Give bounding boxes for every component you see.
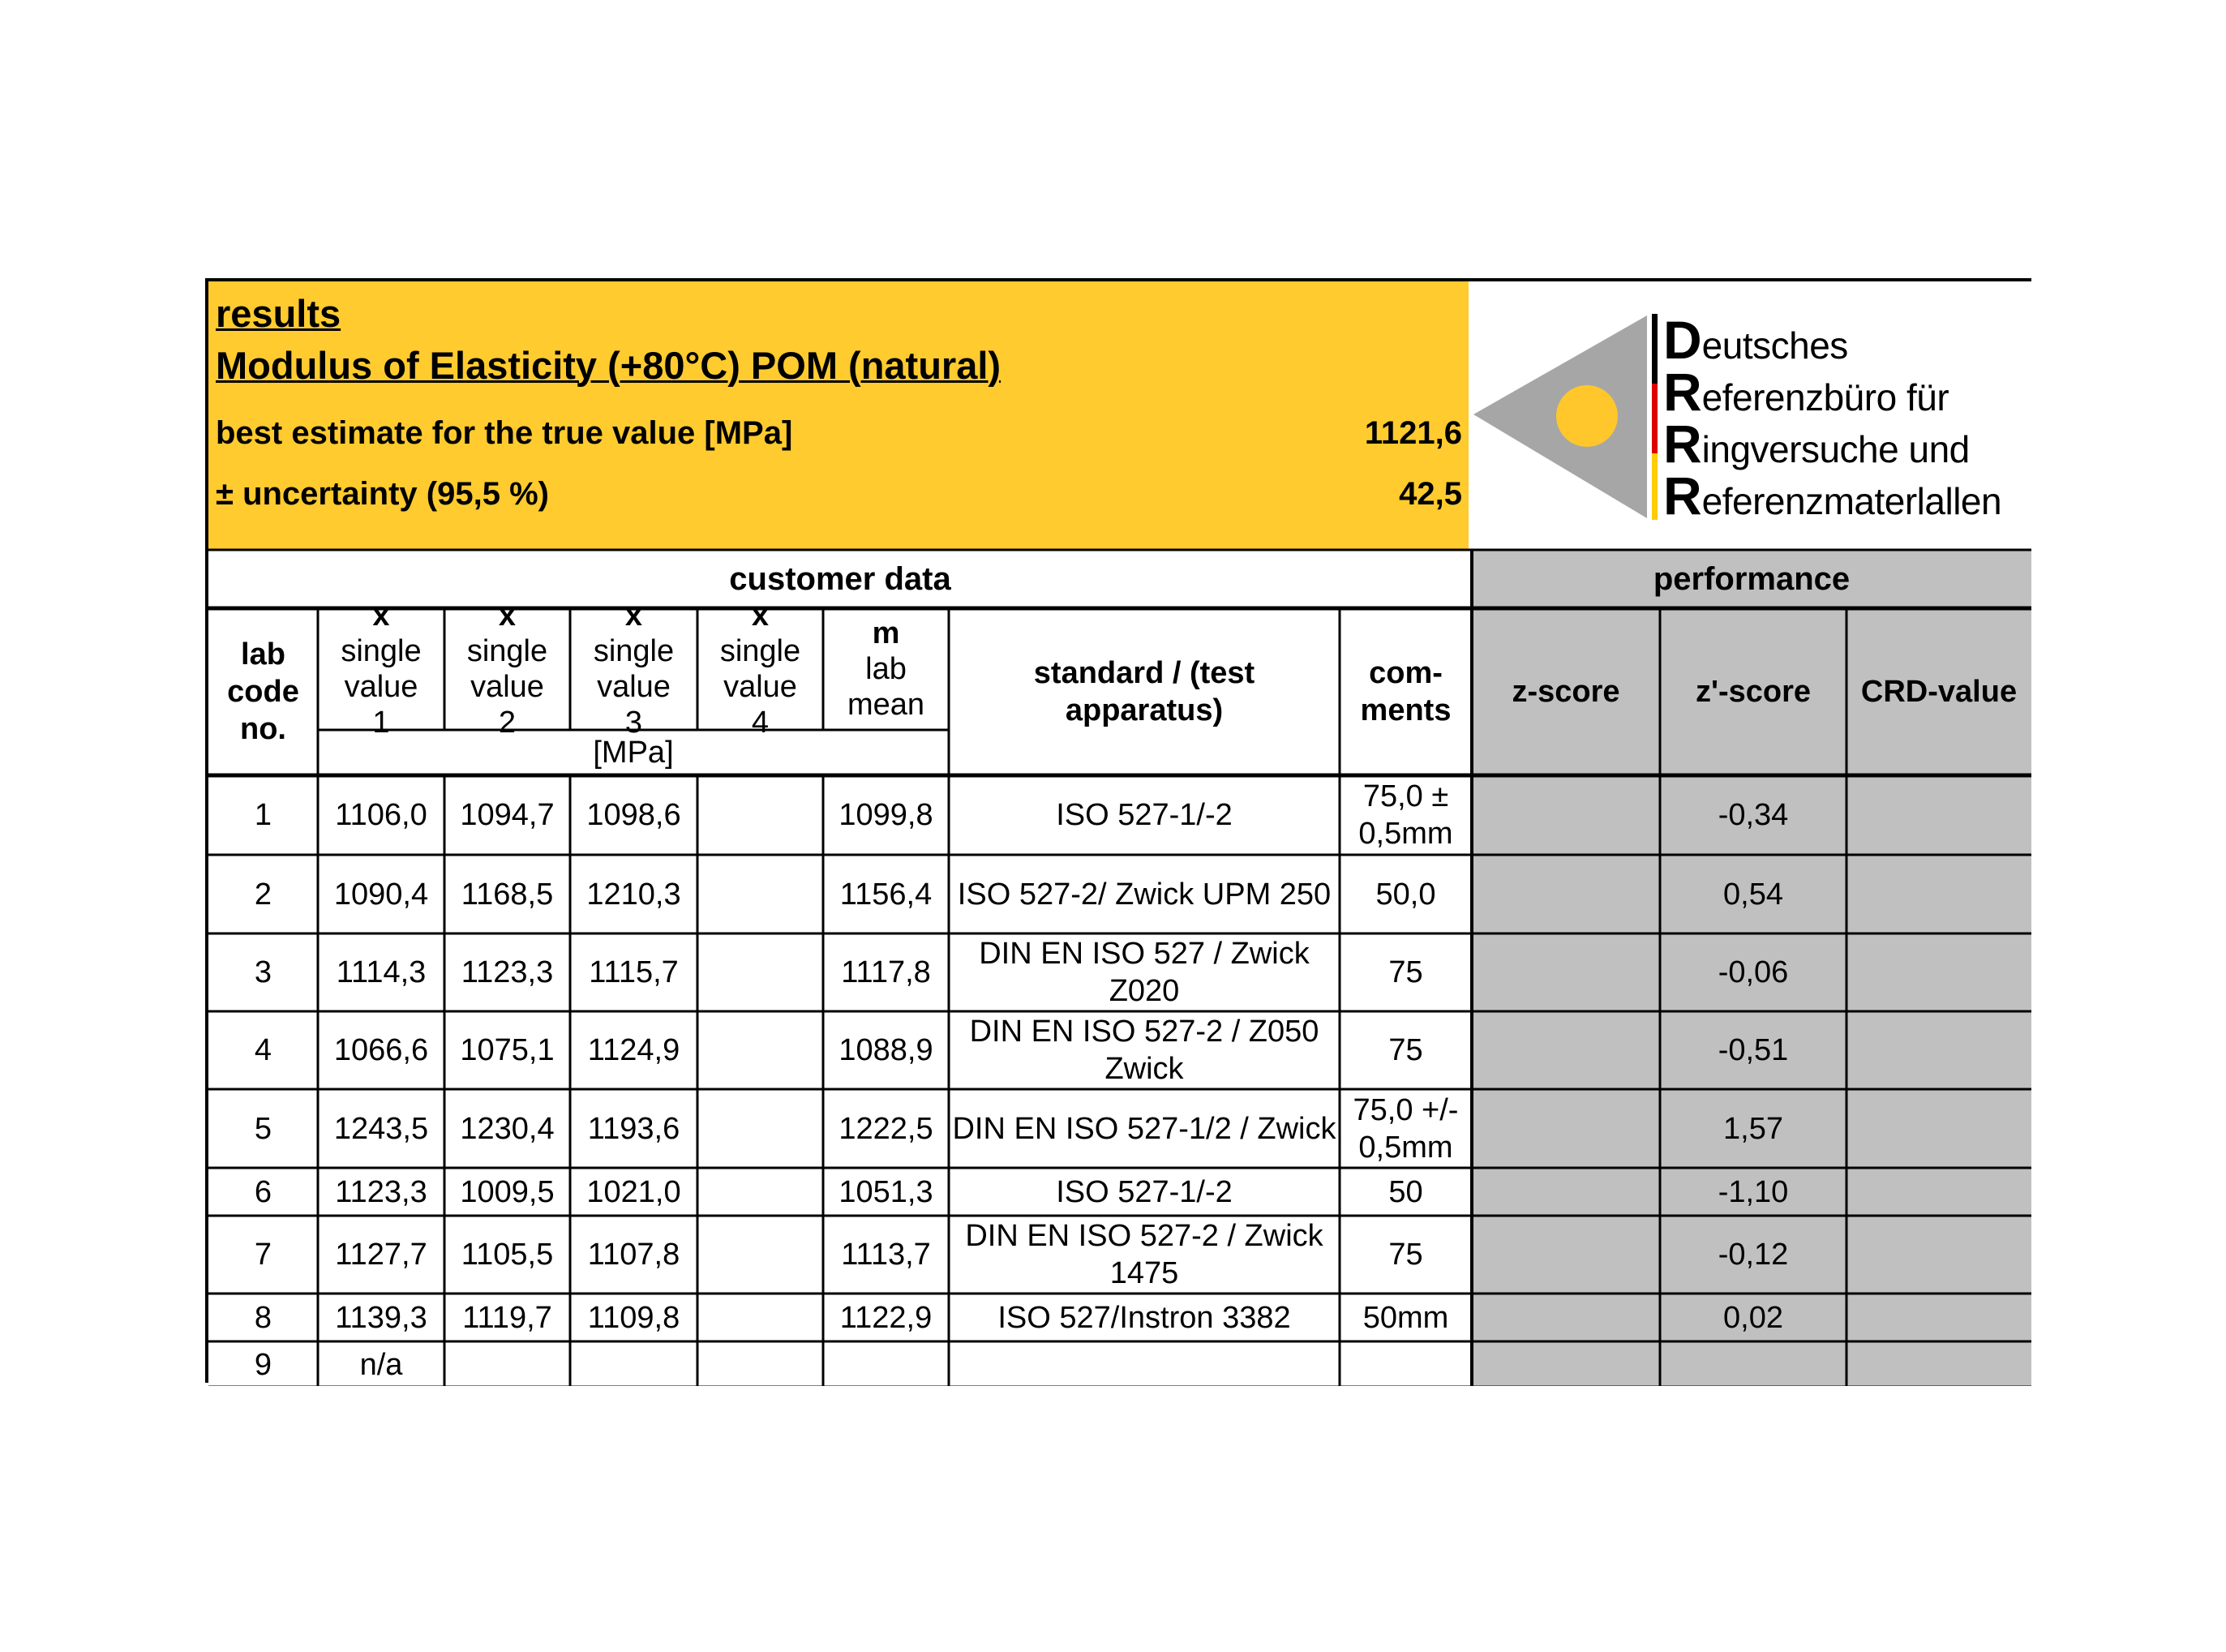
report-title: Modulus of Elasticity (+80°C) POM (natural) bbox=[216, 344, 1001, 387]
col-header-z-prime-score: z'-score bbox=[1695, 675, 1812, 709]
lab-code-cell: 5 bbox=[254, 1111, 272, 1146]
lab-code-cell: 8 bbox=[254, 1300, 272, 1335]
comments-cell: 50 bbox=[1388, 1174, 1423, 1209]
z-score-cell bbox=[1472, 1168, 1660, 1216]
single-value-2-cell: 1168,5 bbox=[461, 877, 554, 912]
single-value-4-cell bbox=[697, 855, 823, 933]
logo-initial: R bbox=[1663, 362, 1702, 422]
uncertainty-value: 42,5 bbox=[1399, 476, 1462, 512]
z-score-cell bbox=[1472, 933, 1660, 1011]
crd-value-cell bbox=[1846, 1341, 2031, 1388]
logo-word: eferenzmaterlallen bbox=[1701, 480, 2002, 522]
standard-cell: DIN EN ISO 527 / Zwick Z020 bbox=[979, 937, 1310, 1008]
single-value-2-cell: 1075,1 bbox=[460, 1033, 555, 1067]
lab-mean-cell: 1088,9 bbox=[839, 1033, 933, 1067]
column-label: single value 1 bbox=[341, 634, 422, 740]
lab-mean-cell: 1117,8 bbox=[841, 955, 931, 989]
col-header-lab-mean bbox=[823, 608, 949, 730]
single-value-1-cell: 1066,6 bbox=[333, 1033, 429, 1067]
column-label: single value 4 bbox=[719, 634, 801, 740]
lab-code-cell: 9 bbox=[254, 1347, 272, 1382]
unit-label: [MPa] bbox=[593, 736, 674, 770]
single-value-3-cell bbox=[570, 1341, 697, 1388]
col-header-single-value-3 bbox=[570, 599, 697, 740]
lab-code-cell: 3 bbox=[254, 955, 272, 989]
crd-value-cell bbox=[1846, 933, 2031, 1011]
logo-initial: D bbox=[1663, 310, 1702, 370]
single-value-4-cell bbox=[697, 933, 823, 1011]
col-header-crd-value: CRD-value bbox=[1860, 675, 2018, 709]
col-header-standard: standard / (test apparatus) bbox=[1033, 656, 1255, 727]
single-value-3-cell: 1115,7 bbox=[589, 955, 679, 989]
single-value-4-cell bbox=[697, 1216, 823, 1294]
crd-value-cell bbox=[1846, 1011, 2031, 1089]
col-header-z-score: z-score bbox=[1512, 675, 1620, 709]
single-value-1-cell: 1127,7 bbox=[335, 1238, 427, 1272]
lab-mean-cell: 1099,8 bbox=[839, 798, 933, 832]
z-prime-score-cell: 0,02 bbox=[1723, 1300, 1783, 1335]
column-symbol: x bbox=[498, 599, 517, 633]
col-header-single-value-4 bbox=[697, 599, 823, 740]
standard-cell: ISO 527-1/-2 bbox=[1056, 1174, 1233, 1209]
lab-mean-cell: 1156,4 bbox=[839, 877, 933, 912]
single-value-1-cell: 1139,3 bbox=[335, 1300, 427, 1335]
single-value-3-cell: 1021,0 bbox=[586, 1174, 681, 1209]
logo-word: eutsches bbox=[1701, 324, 1848, 367]
comments-cell: 75,0 ± 0,5mm bbox=[1358, 779, 1453, 851]
single-value-2-cell: 1230,4 bbox=[460, 1111, 555, 1146]
z-score-cell bbox=[1472, 775, 1660, 855]
z-prime-score-cell: 1,57 bbox=[1723, 1111, 1783, 1146]
col-header-comments: com- ments bbox=[1360, 656, 1452, 727]
z-score-cell bbox=[1472, 1089, 1660, 1168]
single-value-4-cell bbox=[697, 1168, 823, 1216]
crd-value-cell bbox=[1846, 1294, 2031, 1341]
standard-cell bbox=[949, 1341, 1340, 1388]
z-score-cell bbox=[1472, 1011, 1660, 1089]
single-value-1-cell: 1114,3 bbox=[336, 955, 427, 989]
single-value-1-cell: 1123,3 bbox=[335, 1174, 427, 1209]
lab-mean-cell: 1051,3 bbox=[839, 1174, 933, 1209]
best-estimate-label: best estimate for the true value [MPa] bbox=[216, 415, 793, 451]
column-symbol: m bbox=[872, 616, 900, 650]
z-prime-score-cell: -1,10 bbox=[1718, 1174, 1789, 1209]
lab-code-cell: 2 bbox=[254, 877, 272, 912]
lab-code-cell: 6 bbox=[254, 1174, 272, 1209]
crd-value-cell bbox=[1846, 855, 2031, 933]
results-title: results bbox=[216, 292, 341, 335]
single-value-1-cell: 1243,5 bbox=[333, 1111, 429, 1146]
results-sheet bbox=[205, 278, 2031, 1383]
best-estimate-value: 1121,6 bbox=[1364, 415, 1462, 451]
standard-cell: DIN EN ISO 527-2 / Zwick 1475 bbox=[965, 1219, 1323, 1290]
comments-cell: 75 bbox=[1388, 1033, 1423, 1067]
col-header-single-value-1 bbox=[318, 599, 444, 740]
single-value-3-cell: 1210,3 bbox=[586, 877, 681, 912]
column-symbol: x bbox=[624, 599, 643, 633]
column-symbol: x bbox=[751, 599, 770, 633]
z-score-cell bbox=[1472, 855, 1660, 933]
single-value-1-cell: 1090,4 bbox=[333, 877, 429, 912]
comments-cell: 50,0 bbox=[1375, 877, 1436, 912]
column-symbol: x bbox=[372, 599, 390, 633]
single-value-2-cell: 1119,7 bbox=[462, 1300, 552, 1335]
standard-cell: ISO 527/Instron 3382 bbox=[997, 1300, 1291, 1335]
z-prime-score-cell: 0,54 bbox=[1723, 877, 1783, 912]
col-header-lab-code: lab code no. bbox=[227, 637, 299, 746]
z-prime-score-cell: -0,51 bbox=[1718, 1033, 1789, 1067]
lab-code-cell: 7 bbox=[254, 1238, 272, 1272]
logo-initial: R bbox=[1663, 414, 1702, 474]
lab-mean-cell: 1122,9 bbox=[839, 1300, 933, 1335]
standard-cell: DIN EN ISO 527-1/2 / Zwick bbox=[952, 1111, 1336, 1146]
z-score-cell bbox=[1472, 1216, 1660, 1294]
single-value-4-cell bbox=[697, 1011, 823, 1089]
lab-mean-cell bbox=[823, 1341, 949, 1388]
standard-cell: ISO 527-1/-2 bbox=[1056, 798, 1233, 832]
column-label: lab mean bbox=[847, 652, 925, 722]
lab-code-cell: 1 bbox=[254, 798, 272, 832]
standard-cell: DIN EN ISO 527-2 / Z050 Zwick bbox=[969, 1015, 1319, 1086]
single-value-1-cell: 1106,0 bbox=[335, 798, 427, 832]
performance-header: performance bbox=[1653, 561, 1851, 597]
comments-cell: 75 bbox=[1388, 955, 1423, 989]
logo-word: ingversuche und bbox=[1701, 428, 1970, 470]
single-value-3-cell: 1124,9 bbox=[587, 1033, 680, 1067]
lab-code-cell: 4 bbox=[254, 1033, 272, 1067]
single-value-4-cell bbox=[697, 1341, 823, 1388]
crd-value-cell bbox=[1846, 1168, 2031, 1216]
comments-cell: 75,0 +/- 0,5mm bbox=[1353, 1092, 1459, 1165]
single-value-3-cell: 1098,6 bbox=[586, 798, 681, 832]
single-value-2-cell: 1009,5 bbox=[460, 1174, 555, 1209]
comments-cell: 50mm bbox=[1362, 1300, 1449, 1335]
uncertainty-label: ± uncertainty (95,5 %) bbox=[216, 476, 549, 512]
single-value-3-cell: 1193,6 bbox=[587, 1111, 680, 1146]
lab-mean-cell: 1222,5 bbox=[839, 1111, 933, 1146]
single-value-2-cell: 1105,5 bbox=[461, 1238, 554, 1272]
single-value-3-cell: 1107,8 bbox=[587, 1238, 680, 1272]
comments-cell bbox=[1340, 1341, 1472, 1388]
logo-initial: R bbox=[1663, 466, 1702, 526]
customer-data-header: customer data bbox=[729, 561, 951, 597]
single-value-4-cell bbox=[697, 1089, 823, 1168]
single-value-1-cell: n/a bbox=[359, 1347, 403, 1382]
z-score-cell bbox=[1472, 1341, 1660, 1388]
single-value-2-cell: 1123,3 bbox=[461, 955, 554, 989]
standard-cell: ISO 527-2/ Zwick UPM 250 bbox=[957, 877, 1332, 912]
logo-word: eferenzbüro für bbox=[1701, 376, 1949, 418]
crd-value-cell bbox=[1846, 775, 2031, 855]
column-label: single value 2 bbox=[466, 634, 548, 740]
column-label: single value 3 bbox=[593, 634, 675, 740]
z-prime-score-cell: -0,34 bbox=[1718, 798, 1789, 832]
single-value-4-cell bbox=[697, 775, 823, 855]
z-score-cell bbox=[1472, 1294, 1660, 1341]
single-value-2-cell bbox=[444, 1341, 570, 1388]
z-prime-score-cell bbox=[1660, 1341, 1846, 1388]
z-prime-score-cell: -0,12 bbox=[1718, 1238, 1789, 1272]
z-prime-score-cell: -0,06 bbox=[1718, 955, 1789, 989]
lab-mean-cell: 1113,7 bbox=[841, 1238, 931, 1272]
col-header-single-value-2 bbox=[444, 599, 570, 740]
single-value-3-cell: 1109,8 bbox=[587, 1300, 680, 1335]
crd-value-cell bbox=[1846, 1216, 2031, 1294]
crd-value-cell bbox=[1846, 1089, 2031, 1168]
comments-cell: 75 bbox=[1388, 1238, 1423, 1272]
single-value-2-cell: 1094,7 bbox=[460, 798, 555, 832]
single-value-4-cell bbox=[697, 1294, 823, 1341]
